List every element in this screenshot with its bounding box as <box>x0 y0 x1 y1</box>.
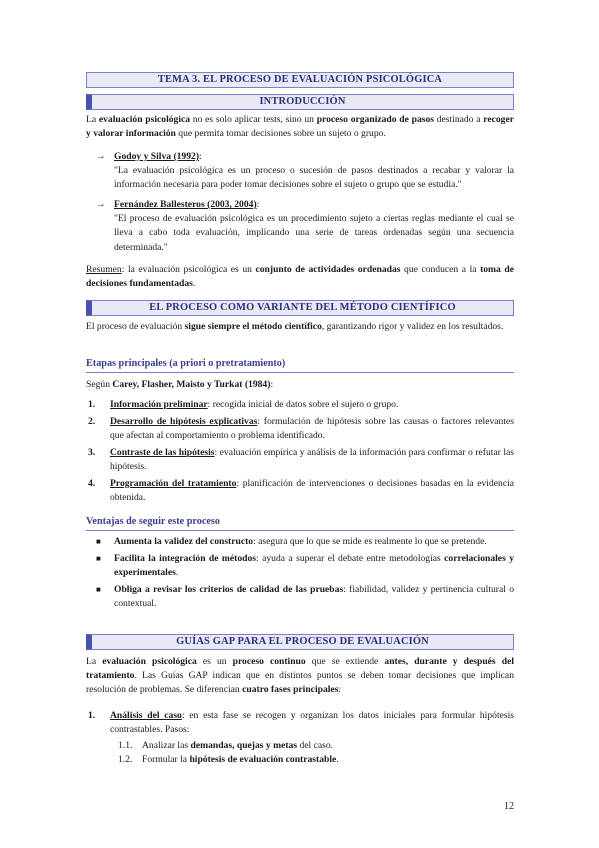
square-bullet-icon: ■ <box>96 585 101 594</box>
page-number: 12 <box>504 801 514 812</box>
square-bullet-icon: ■ <box>96 554 101 563</box>
phase-step: 1.1. Analizar las demandas, quejas y metas del caso. <box>118 740 334 751</box>
quote-item: → Fernández Ballesteros (2003, 2004): "El proceso de evaluación psicológica es un procedimiento sujeto a ciertas reglas mediante el cual se lleva a cabo toda evaluación, implicando una serie de tareas ordenadas según una secuencia determinada." <box>96 198 514 255</box>
stage-item: 1. Información preliminar: recogida inicial de datos sobre el sujeto o grupo. <box>88 399 399 410</box>
advantage-item: ■ Aumenta la validez del constructo: asegura que lo que se mide es realmente lo que se pretende. <box>114 535 514 549</box>
square-bullet-icon: ■ <box>96 537 101 546</box>
section-heading-metodo-cientifico: EL PROCESO COMO VARIANTE DEL MÉTODO CIENTÍFICO <box>86 300 514 316</box>
advantage-item: ■ Facilita la integración de métodos: ayuda a superar el debate entre metodologías correlacionales y experimentales. <box>96 553 515 579</box>
quote-item: → Godoy y Silva (1992): "La evaluación psicológica es un proceso o sucesión de pasos destinados a recabar y valorar la información necesaria para poder tomar decisiones sobre el sujeto o grupo que se estudia." <box>96 150 514 193</box>
arrow-right-icon: → <box>96 151 106 162</box>
quote-author: Fernández Ballesteros (2003, 2004) <box>114 199 257 210</box>
quote-author: Godoy y Silva (1992) <box>114 151 200 162</box>
method-paragraph: El proceso de evaluación sigue siempre el método científico, garantizando rigor y validez en los resultados. <box>86 321 504 332</box>
gap-paragraph: La evaluación psicológica es un proceso continuo que se extiende antes, durante y después del tratamiento. Las Guías GAP indican que en distintos puntos se deben tomar decisiones que implican resolución de problemas. Se diferencian cuatro fases principales: <box>86 656 515 696</box>
intro-paragraph: La evaluación psicológica no es solo aplicar tests, sino un proceso organizado de pasos destinado a recoger y valorar información que permita tomar decisiones sobre un sujeto o grupo. <box>86 114 514 140</box>
phase-item: 1. Análisis del caso: en esta fase se recogen y organizan los datos iniciales para formular hipótesis contrastables. Pasos: <box>88 710 514 736</box>
quote-text: "El proceso de evaluación psicológica es un procedimiento sujeto a ciertas reglas mediante el cual se lleva a cabo toda evaluación, implicando una serie de tareas ordenadas según una secuencia determinada." <box>114 213 514 253</box>
section-heading-introduccion: INTRODUCCIÓN <box>86 94 514 110</box>
section-heading-guias-gap: GUÍAS GAP PARA EL PROCESO DE EVALUACIÓN <box>86 634 514 650</box>
stage-item: 2. Desarrollo de hipótesis explicativas: formulación de hipótesis sobre las causas o factores relevantes que afectan al comportamiento o problema identificado. <box>88 416 514 442</box>
chapter-title: TEMA 3. EL PROCESO DE EVALUACIÓN PSICOLÓGICA <box>86 72 514 88</box>
stage-item: 4. Programación del tratamiento: planificación de intervenciones o decisiones basadas en la evidencia obtenida. <box>88 478 515 504</box>
quote-text: "La evaluación psicológica es un proceso o sucesión de pasos destinados a recabar y valorar la información necesaria para poder tomar decisiones sobre el sujeto o grupo que se estudia." <box>114 165 514 191</box>
subheading-ventajas: Ventajas de seguir este proceso <box>86 515 514 531</box>
source-line: Según Carey, Flasher, Maisto y Turkat (1984): <box>86 379 274 390</box>
summary-paragraph: Resumen: la evaluación psicológica es un conjunto de actividades ordenadas que conducen a la toma de decisiones fundamentadas. <box>86 264 514 290</box>
phase-step: 1.2. Formular la hipótesis de evaluación contrastable. <box>118 754 339 765</box>
advantage-item: ■ Obliga a revisar los criterios de calidad de las pruebas: fiabilidad, validez y pertinencia cultural o contextual. <box>96 584 514 610</box>
subheading-etapas: Etapas principales (a priori o pretratamiento) <box>86 357 514 373</box>
stage-item: 3. Contraste de las hipótesis: evaluación empírica y análisis de la información para confirmar o refutar las hipótesis. <box>88 447 515 473</box>
arrow-right-icon: → <box>96 199 106 210</box>
